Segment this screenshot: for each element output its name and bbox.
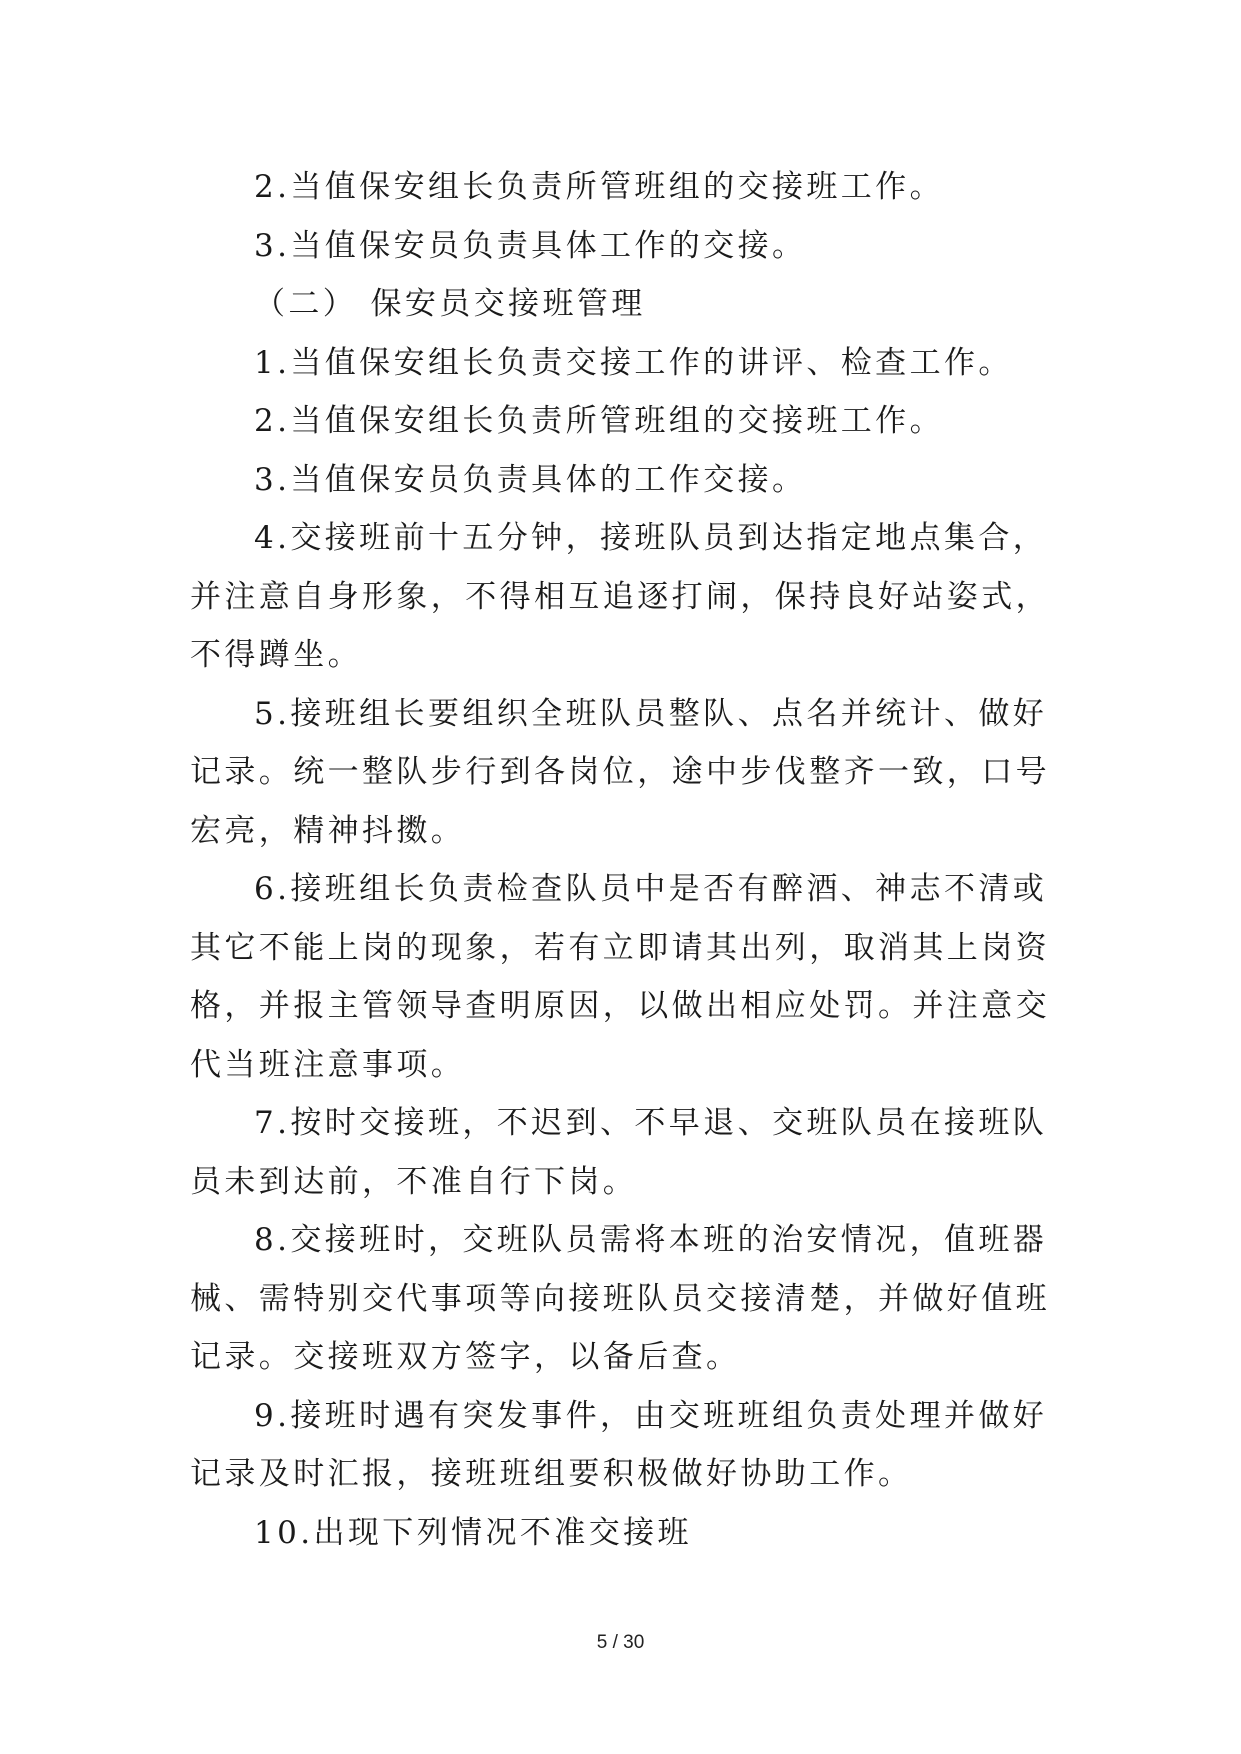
paragraph-11: 9.接班时遇有突发事件，由交班班组负责处理并做好记录及时汇报，接班班组要积极做好协助工作。 (190, 1397, 1048, 1492)
paragraph-7: 5.接班组长要组织全班队员整队、点名并统计、做好记录。统一整队步行到各岗位，途中步伐整齐一致，口号宏亮，精神抖擞。 (190, 695, 1050, 849)
paragraph-3: 1.当值保安组长负责交接工作的讲评、检查工作。 (254, 344, 1013, 381)
section-heading: （二） 保安员交接班管理 (254, 286, 646, 322)
paragraph-4: 2.当值保安组长负责所管班组的交接班工作。 (254, 403, 944, 439)
paragraph-1: 2.当值保安组长负责所管班组的交接班工作。 (254, 169, 944, 205)
page-number: 5 / 30 (596, 1632, 645, 1653)
paragraph-8: 6.接班组长负责检查队员中是否有醉酒、神志不清或其它不能上岗的现象，若有立即请其出列，取消其上岗资格，并报主管领导查明原因，以做出相应处罚。并注意交代当班注意事项。 (190, 871, 1050, 1083)
paragraph-5: 3.当值保安员负责具体的工作交接。 (254, 461, 807, 498)
paragraph-6: 4.交接班前十五分钟，接班队员到达指定地点集合，并注意自身形象，不得相互追逐打闹，保持良好站姿式，不得蹲坐。 (190, 520, 1050, 673)
paragraph-12: 10.出现下列情况不准交接班 (254, 1514, 692, 1551)
document-body (190, 158, 1058, 1562)
paragraph-10: 8.交接班时，交班队员需将本班的治安情况，值班器械、需特别交代事项等向接班队员交接清楚，并做好值班记录。交接班双方签字，以备后查。 (190, 1222, 1050, 1375)
paragraph-9: 7.按时交接班，不迟到、不早退、交班队员在接班队员未到达前，不准自行下岗。 (190, 1105, 1048, 1200)
paragraph-2: 3.当值保安员负责具体工作的交接。 (254, 227, 807, 264)
